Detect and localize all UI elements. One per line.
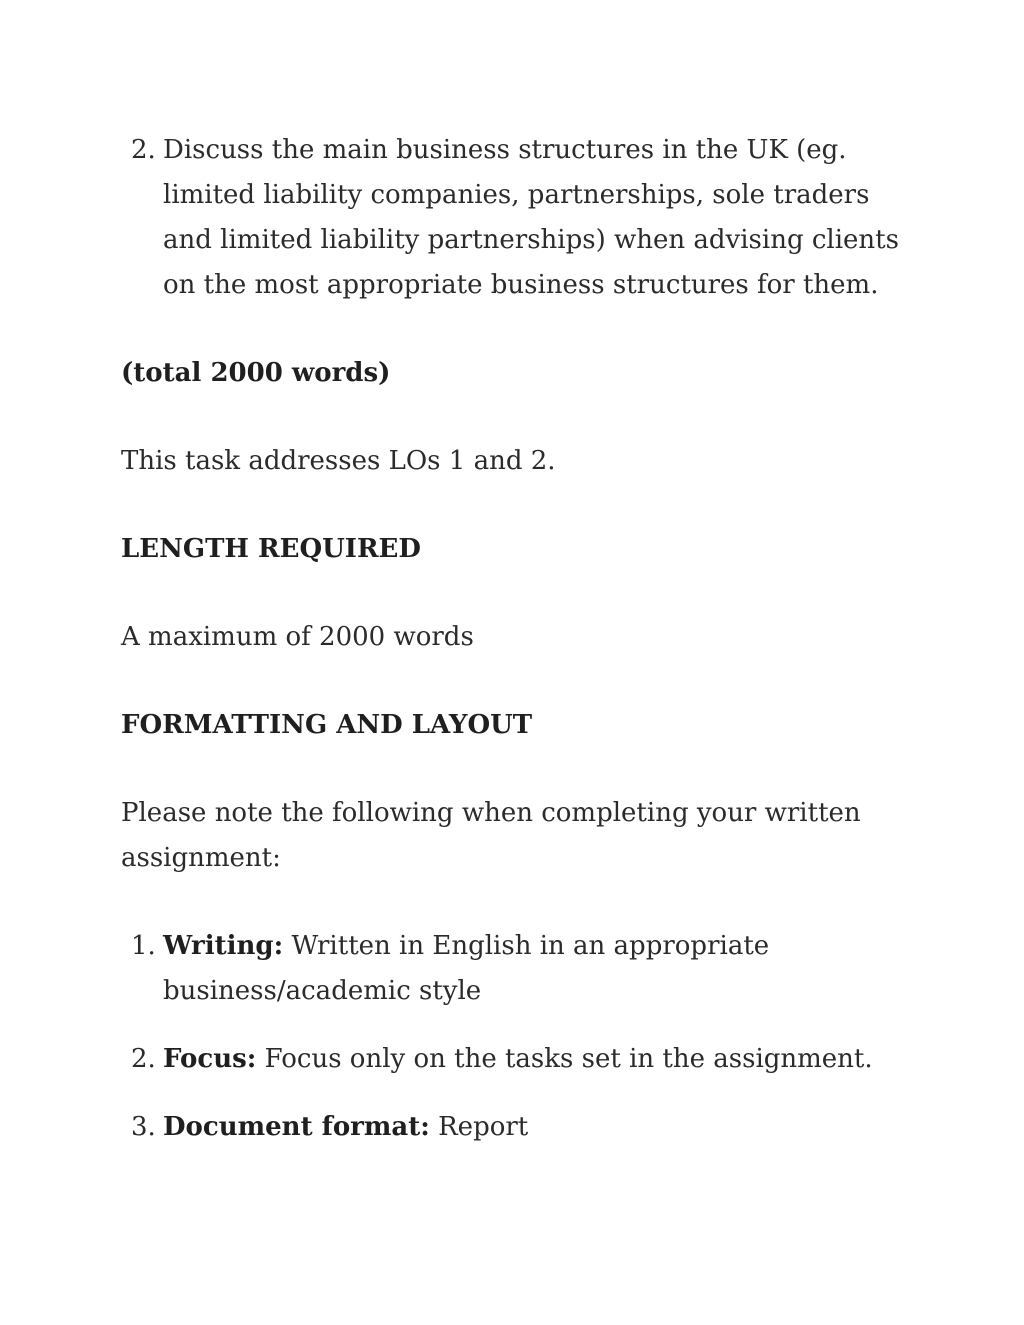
list-item xyxy=(121,1105,921,1150)
list-item-text: Focus only on the tasks set in the assignment. xyxy=(256,1044,873,1074)
list-item xyxy=(121,128,921,308)
task-address-text: This task addresses LOs 1 and 2. xyxy=(121,446,556,476)
formatting-intro: Please note the following when completing your written assignment: xyxy=(121,798,861,873)
formatting-heading: FORMATTING AND LAYOUT xyxy=(121,710,533,740)
list-item-number: 2. xyxy=(131,135,156,165)
list-item-label: Writing: xyxy=(163,931,284,961)
length-text: A maximum of 2000 words xyxy=(121,622,474,652)
list-item-label: Document format: xyxy=(163,1112,430,1142)
list-item-label: Focus: xyxy=(163,1044,257,1074)
formatting-list xyxy=(121,924,921,1150)
list-item-number: 2. xyxy=(131,1044,156,1074)
list-item-number: 3. xyxy=(131,1112,156,1142)
document-content xyxy=(121,128,921,1150)
list-item-number: 1. xyxy=(131,931,156,961)
length-heading: LENGTH REQUIRED xyxy=(121,534,421,564)
list-item-text: Report xyxy=(429,1112,529,1142)
list-item-text: Discuss the main business structures in the UK (eg. limited liability companies, partnerships, sole traders and limited liability partnerships) when advising clients on the most appropriate business structures for them. xyxy=(163,135,899,300)
list-item-text: Written in English in an appropriate business/academic style xyxy=(163,931,770,1006)
total-words-note: (total 2000 words) xyxy=(121,358,391,388)
task-list xyxy=(121,128,921,308)
list-item xyxy=(121,924,921,1014)
list-item xyxy=(121,1037,921,1082)
